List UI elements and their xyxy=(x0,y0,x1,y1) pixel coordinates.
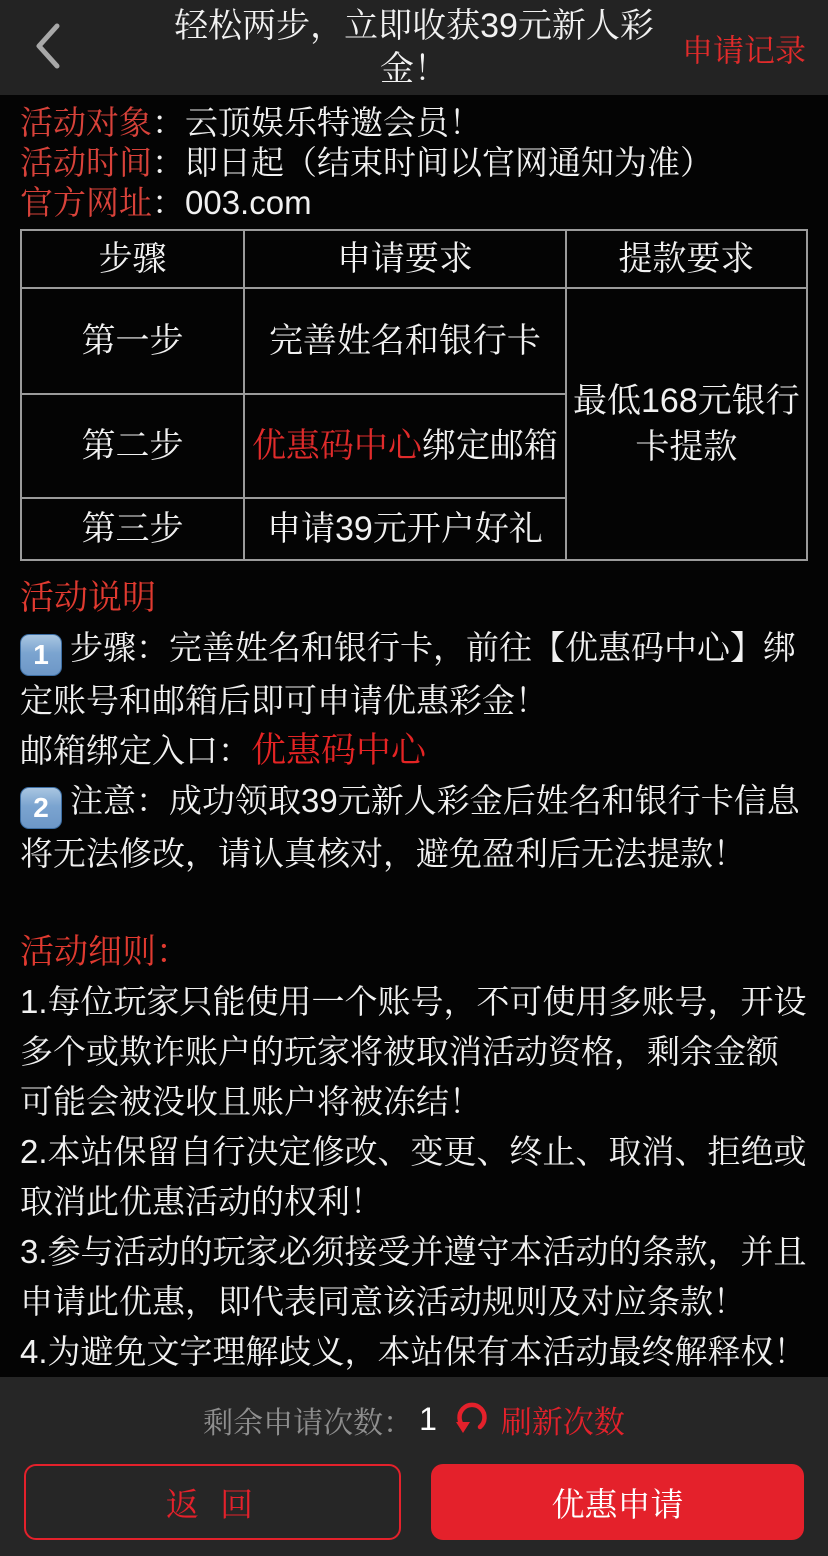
step-cell: 第二步 xyxy=(21,394,244,498)
info-value: 003.com xyxy=(185,184,312,221)
rule-item: 2.本站保留自行决定修改、变更、终止、取消、拒绝或取消此优惠活动的权利！ xyxy=(20,1133,807,1220)
table-row xyxy=(21,288,807,394)
description-step2: 2 注意：成功领取39元新人彩金后姓名和银行卡信息将无法修改，请认真核对，避免盈利后无法提款！ xyxy=(20,782,800,872)
back-chevron-icon xyxy=(33,22,63,73)
info-value: 云顶娱乐特邀会员！ xyxy=(185,104,482,141)
application-records-link[interactable]: 申请记录 xyxy=(682,33,806,68)
apply-promo-button[interactable]: 优惠申请 xyxy=(431,1464,804,1540)
rule-item: 4.为避免文字理解歧义，本站保有本活动最终解释权！ xyxy=(20,1333,807,1370)
step-cell: 第一步 xyxy=(21,288,244,394)
promo-code-center-link[interactable]: 优惠码中心 xyxy=(251,427,422,465)
rule-item: 1.每位玩家只能使用一个账号，不可使用多账号，开设多个或欺诈账户的玩家将被取消活动资格，剩余金额可能会被没收且账户将被冻结！ xyxy=(20,983,807,1120)
refresh-count-button[interactable] xyxy=(453,1397,625,1442)
requirement-cell: 申请39元开户好礼 xyxy=(244,498,566,560)
info-label: 活动时间 xyxy=(20,144,152,181)
steps-table xyxy=(20,229,808,561)
refresh-icon xyxy=(453,1399,501,1440)
rule-item: 3.参与活动的玩家必须接受并遵守本活动的条款，并且申请此优惠，即代表同意该活动规则及对应条款！ xyxy=(20,1233,807,1320)
email-promo-code-center-link[interactable]: 优惠码中心 xyxy=(251,731,427,770)
remaining-counter-row xyxy=(0,1397,828,1442)
keycap-1-icon: 1 xyxy=(20,634,62,676)
info-value: 即日起（结束时间以官网通知为准） xyxy=(185,144,713,181)
info-line-website: 官方网址：003.com xyxy=(20,184,312,221)
email-entry-line: 邮箱绑定入口：优惠码中心 xyxy=(20,731,427,770)
rules-heading: 活动细则： xyxy=(20,933,190,971)
requirement-cell: 优惠码中心绑定邮箱 xyxy=(244,394,566,498)
remaining-label: 剩余申请次数： xyxy=(203,1406,414,1440)
table-header-row xyxy=(21,230,807,288)
keycap-2-icon: 2 xyxy=(20,787,62,829)
refresh-label: 刷新次数 xyxy=(500,1405,625,1440)
step-cell: 第三步 xyxy=(21,498,244,560)
col-header-step: 步骤 xyxy=(21,230,244,288)
footer-bar xyxy=(0,1377,828,1556)
info-line-time: 活动时间：即日起（结束时间以官网通知为准） xyxy=(20,144,713,181)
content-area xyxy=(0,95,828,1377)
footer-buttons xyxy=(0,1464,828,1540)
requirement-cell: 完善姓名和银行卡 xyxy=(244,288,566,394)
return-button[interactable]: 返 回 xyxy=(24,1464,401,1540)
col-header-requirement: 申请要求 xyxy=(244,230,566,288)
remaining-count: 1 xyxy=(419,1401,437,1437)
header-bar xyxy=(0,0,828,95)
info-label: 官方网址 xyxy=(20,184,152,221)
back-button[interactable] xyxy=(26,22,70,74)
info-label: 活动对象 xyxy=(20,104,152,141)
withdraw-requirement-cell: 最低168元银行卡提款 xyxy=(566,288,807,560)
description-step1: 1 步骤：完善姓名和银行卡，前往【优惠码中心】绑定账号和邮箱后即可申请优惠彩金！ xyxy=(20,629,796,719)
info-line-target: 活动对象：云顶娱乐特邀会员！ xyxy=(20,104,482,141)
col-header-withdraw: 提款要求 xyxy=(566,230,807,288)
page-title: 轻松两步，立即收获39元新人彩金！ xyxy=(174,6,654,88)
description-heading: 活动说明 xyxy=(20,579,156,617)
